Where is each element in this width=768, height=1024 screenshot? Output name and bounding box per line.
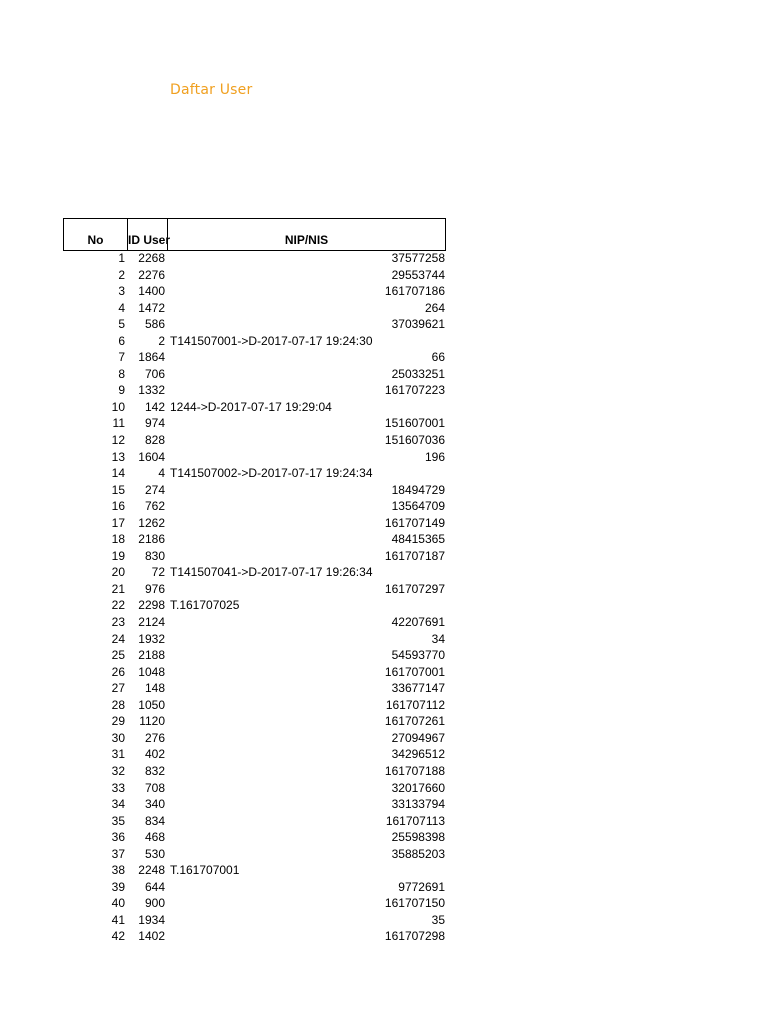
cell-id-user: 2248: [138, 863, 165, 878]
cell-id-user: 274: [144, 482, 165, 497]
cell-id-user: 340: [144, 797, 165, 812]
cell-no: 30: [111, 730, 125, 745]
cell-no: 13: [111, 449, 125, 464]
cell-id-user: 2: [158, 333, 165, 348]
cell-nip-nis: 29553744: [391, 267, 445, 282]
table-row: [63, 862, 446, 879]
table-row: [63, 548, 446, 565]
table-header: [63, 218, 446, 251]
table-row: [63, 349, 446, 366]
table-row: [63, 846, 446, 863]
table-row: [63, 730, 446, 747]
table-row: [63, 829, 446, 846]
cell-nip-nis: T141507041->D-2017-07-17 19:26:34: [170, 565, 373, 580]
table-row: [63, 647, 446, 664]
table-row: [63, 415, 446, 432]
cell-nip-nis: 161707149: [384, 515, 445, 530]
cell-id-user: 2276: [138, 267, 165, 282]
cell-id-user: 1262: [138, 515, 165, 530]
cell-nip-nis: 48415365: [391, 532, 445, 547]
cell-id-user: 706: [144, 366, 165, 381]
user-table-body: [63, 250, 446, 945]
cell-nip-nis: 161707150: [384, 896, 445, 911]
cell-id-user: 1604: [138, 449, 165, 464]
cell-id-user: 148: [144, 681, 165, 696]
cell-no: 1: [118, 251, 125, 265]
cell-nip-nis: 25033251: [391, 366, 445, 381]
cell-no: 19: [111, 548, 125, 563]
cell-nip-nis: 161707187: [384, 548, 445, 563]
cell-no: 7: [118, 350, 125, 365]
cell-no: 3: [118, 284, 125, 299]
table-row: [63, 399, 446, 416]
cell-id-user: 2298: [138, 598, 165, 613]
table-row: [63, 763, 446, 780]
cell-no: 25: [111, 648, 125, 663]
table-row: [63, 267, 446, 284]
cell-id-user: 708: [144, 780, 165, 795]
cell-nip-nis: 35: [431, 912, 445, 927]
table-row: [63, 895, 446, 912]
cell-nip-nis: T141507001->D-2017-07-17 19:24:30: [170, 333, 373, 348]
cell-id-user: 1120: [139, 714, 165, 729]
table-row: [63, 250, 446, 267]
header-id-user: ID User: [128, 219, 168, 250]
cell-nip-nis: 161707223: [384, 383, 445, 398]
table-row: [63, 498, 446, 515]
table-row: [63, 697, 446, 714]
cell-no: 15: [111, 482, 125, 497]
cell-nip-nis: 151607001: [384, 416, 445, 431]
cell-no: 18: [111, 532, 125, 547]
cell-no: 27: [111, 681, 125, 696]
cell-no: 10: [111, 399, 125, 414]
cell-id-user: 142: [144, 399, 165, 414]
table-row: [63, 631, 446, 648]
cell-id-user: 276: [144, 730, 165, 745]
cell-nip-nis: 34: [431, 631, 445, 646]
cell-nip-nis: 54593770: [391, 648, 445, 663]
table-row: [63, 366, 446, 383]
cell-id-user: 2268: [138, 251, 165, 265]
cell-id-user: 832: [144, 763, 165, 778]
table-row: [63, 300, 446, 317]
cell-no: 5: [118, 317, 125, 332]
table-row: [63, 928, 446, 945]
cell-no: 6: [118, 333, 125, 348]
cell-id-user: 2124: [138, 615, 165, 630]
cell-nip-nis: 18494729: [391, 482, 445, 497]
cell-no: 29: [111, 714, 125, 729]
table-row: [63, 680, 446, 697]
cell-no: 36: [111, 830, 125, 845]
cell-nip-nis: 13564709: [391, 499, 445, 514]
cell-no: 42: [111, 929, 125, 944]
cell-nip-nis: 161707188: [384, 763, 445, 778]
cell-no: 17: [111, 515, 125, 530]
cell-no: 34: [111, 797, 125, 812]
cell-no: 14: [111, 466, 125, 481]
table-row: [63, 597, 446, 614]
cell-id-user: 468: [144, 830, 165, 845]
cell-no: 23: [111, 615, 125, 630]
cell-nip-nis: 9772691: [398, 879, 445, 894]
cell-id-user: 900: [144, 896, 165, 911]
header-no: No: [64, 219, 128, 250]
table-row: [63, 581, 446, 598]
cell-no: 4: [118, 300, 125, 315]
cell-nip-nis: 27094967: [391, 730, 445, 745]
cell-no: 28: [111, 697, 125, 712]
cell-no: 35: [111, 813, 125, 828]
cell-no: 33: [111, 780, 125, 795]
cell-id-user: 1864: [138, 350, 165, 365]
cell-nip-nis: 37039621: [391, 317, 445, 332]
cell-id-user: 2186: [138, 532, 165, 547]
cell-no: 26: [111, 664, 125, 679]
cell-nip-nis: 151607036: [384, 433, 445, 448]
cell-nip-nis: 25598398: [391, 830, 445, 845]
table-row: [63, 879, 446, 896]
table-row: [63, 713, 446, 730]
table-row: [63, 465, 446, 482]
cell-nip-nis: 161707001: [384, 664, 445, 679]
cell-no: 24: [111, 631, 125, 646]
cell-nip-nis: 161707112: [385, 697, 445, 712]
cell-no: 31: [111, 747, 125, 762]
cell-no: 9: [118, 383, 125, 398]
cell-id-user: 402: [144, 747, 165, 762]
cell-no: 37: [111, 846, 125, 861]
cell-nip-nis: 33677147: [391, 681, 445, 696]
cell-nip-nis: T.161707025: [170, 598, 240, 613]
cell-nip-nis: 161707186: [384, 284, 445, 299]
table-row: [63, 283, 446, 300]
cell-nip-nis: 34296512: [391, 747, 445, 762]
cell-nip-nis: 35885203: [391, 846, 445, 861]
cell-id-user: 834: [144, 813, 165, 828]
cell-id-user: 1932: [138, 631, 165, 646]
cell-id-user: 1402: [138, 929, 165, 944]
cell-no: 39: [111, 879, 125, 894]
cell-no: 2: [118, 267, 125, 282]
cell-nip-nis: 37577258: [391, 251, 445, 265]
cell-nip-nis: 32017660: [391, 780, 445, 795]
table-row: [63, 746, 446, 763]
cell-no: 38: [111, 863, 125, 878]
cell-id-user: 828: [144, 433, 165, 448]
cell-id-user: 1400: [138, 284, 165, 299]
header-nip-nis: NIP/NIS: [284, 233, 329, 247]
cell-nip-nis: 33133794: [391, 797, 445, 812]
cell-id-user: 1472: [138, 300, 165, 315]
cell-nip-nis: 1244->D-2017-07-17 19:29:04: [170, 399, 332, 414]
table-row: [63, 531, 446, 548]
cell-nip-nis: 196: [424, 449, 445, 464]
cell-nip-nis: 264: [424, 300, 445, 315]
cell-no: 20: [111, 565, 125, 580]
cell-no: 8: [118, 366, 125, 381]
cell-nip-nis: 42207691: [391, 615, 445, 630]
table-row: [63, 813, 446, 830]
table-row: [63, 614, 446, 631]
cell-no: 11: [112, 416, 125, 431]
cell-id-user: 830: [144, 548, 165, 563]
cell-nip-nis: T.161707001: [170, 863, 240, 878]
cell-no: 22: [111, 598, 125, 613]
table-row: [63, 482, 446, 499]
table-row: [63, 333, 446, 350]
page-title: Daftar User: [170, 82, 253, 98]
cell-nip-nis: T141507002->D-2017-07-17 19:24:34: [170, 466, 373, 481]
cell-id-user: 1048: [138, 664, 165, 679]
table-row: [63, 449, 446, 466]
cell-nip-nis: 161707297: [384, 581, 445, 596]
cell-no: 21: [111, 581, 125, 596]
cell-nip-nis: 161707261: [384, 714, 445, 729]
cell-no: 32: [111, 763, 125, 778]
table-row: [63, 912, 446, 929]
cell-id-user: 530: [144, 846, 165, 861]
cell-nip-nis: 161707113: [385, 813, 445, 828]
cell-id-user: 762: [144, 499, 165, 514]
cell-no: 16: [111, 499, 125, 514]
cell-id-user: 976: [144, 581, 165, 596]
cell-id-user: 974: [144, 416, 165, 431]
table-row: [63, 796, 446, 813]
cell-id-user: 1332: [138, 383, 165, 398]
cell-id-user: 72: [151, 565, 165, 580]
table-row: [63, 432, 446, 449]
table-row: [63, 564, 446, 581]
table-row: [63, 664, 446, 681]
table-row: [63, 780, 446, 797]
cell-nip-nis: 161707298: [384, 929, 445, 944]
cell-id-user: 1050: [138, 697, 165, 712]
cell-id-user: 2188: [138, 648, 165, 663]
table-row: [63, 515, 446, 532]
cell-no: 12: [111, 433, 125, 448]
cell-no: 40: [111, 896, 125, 911]
cell-id-user: 586: [144, 317, 165, 332]
cell-id-user: 1934: [138, 912, 165, 927]
cell-no: 41: [111, 912, 125, 927]
cell-id-user: 644: [144, 879, 165, 894]
table-row: [63, 382, 446, 399]
table-row: [63, 316, 446, 333]
cell-nip-nis: 66: [431, 350, 445, 365]
cell-id-user: 4: [158, 466, 165, 481]
